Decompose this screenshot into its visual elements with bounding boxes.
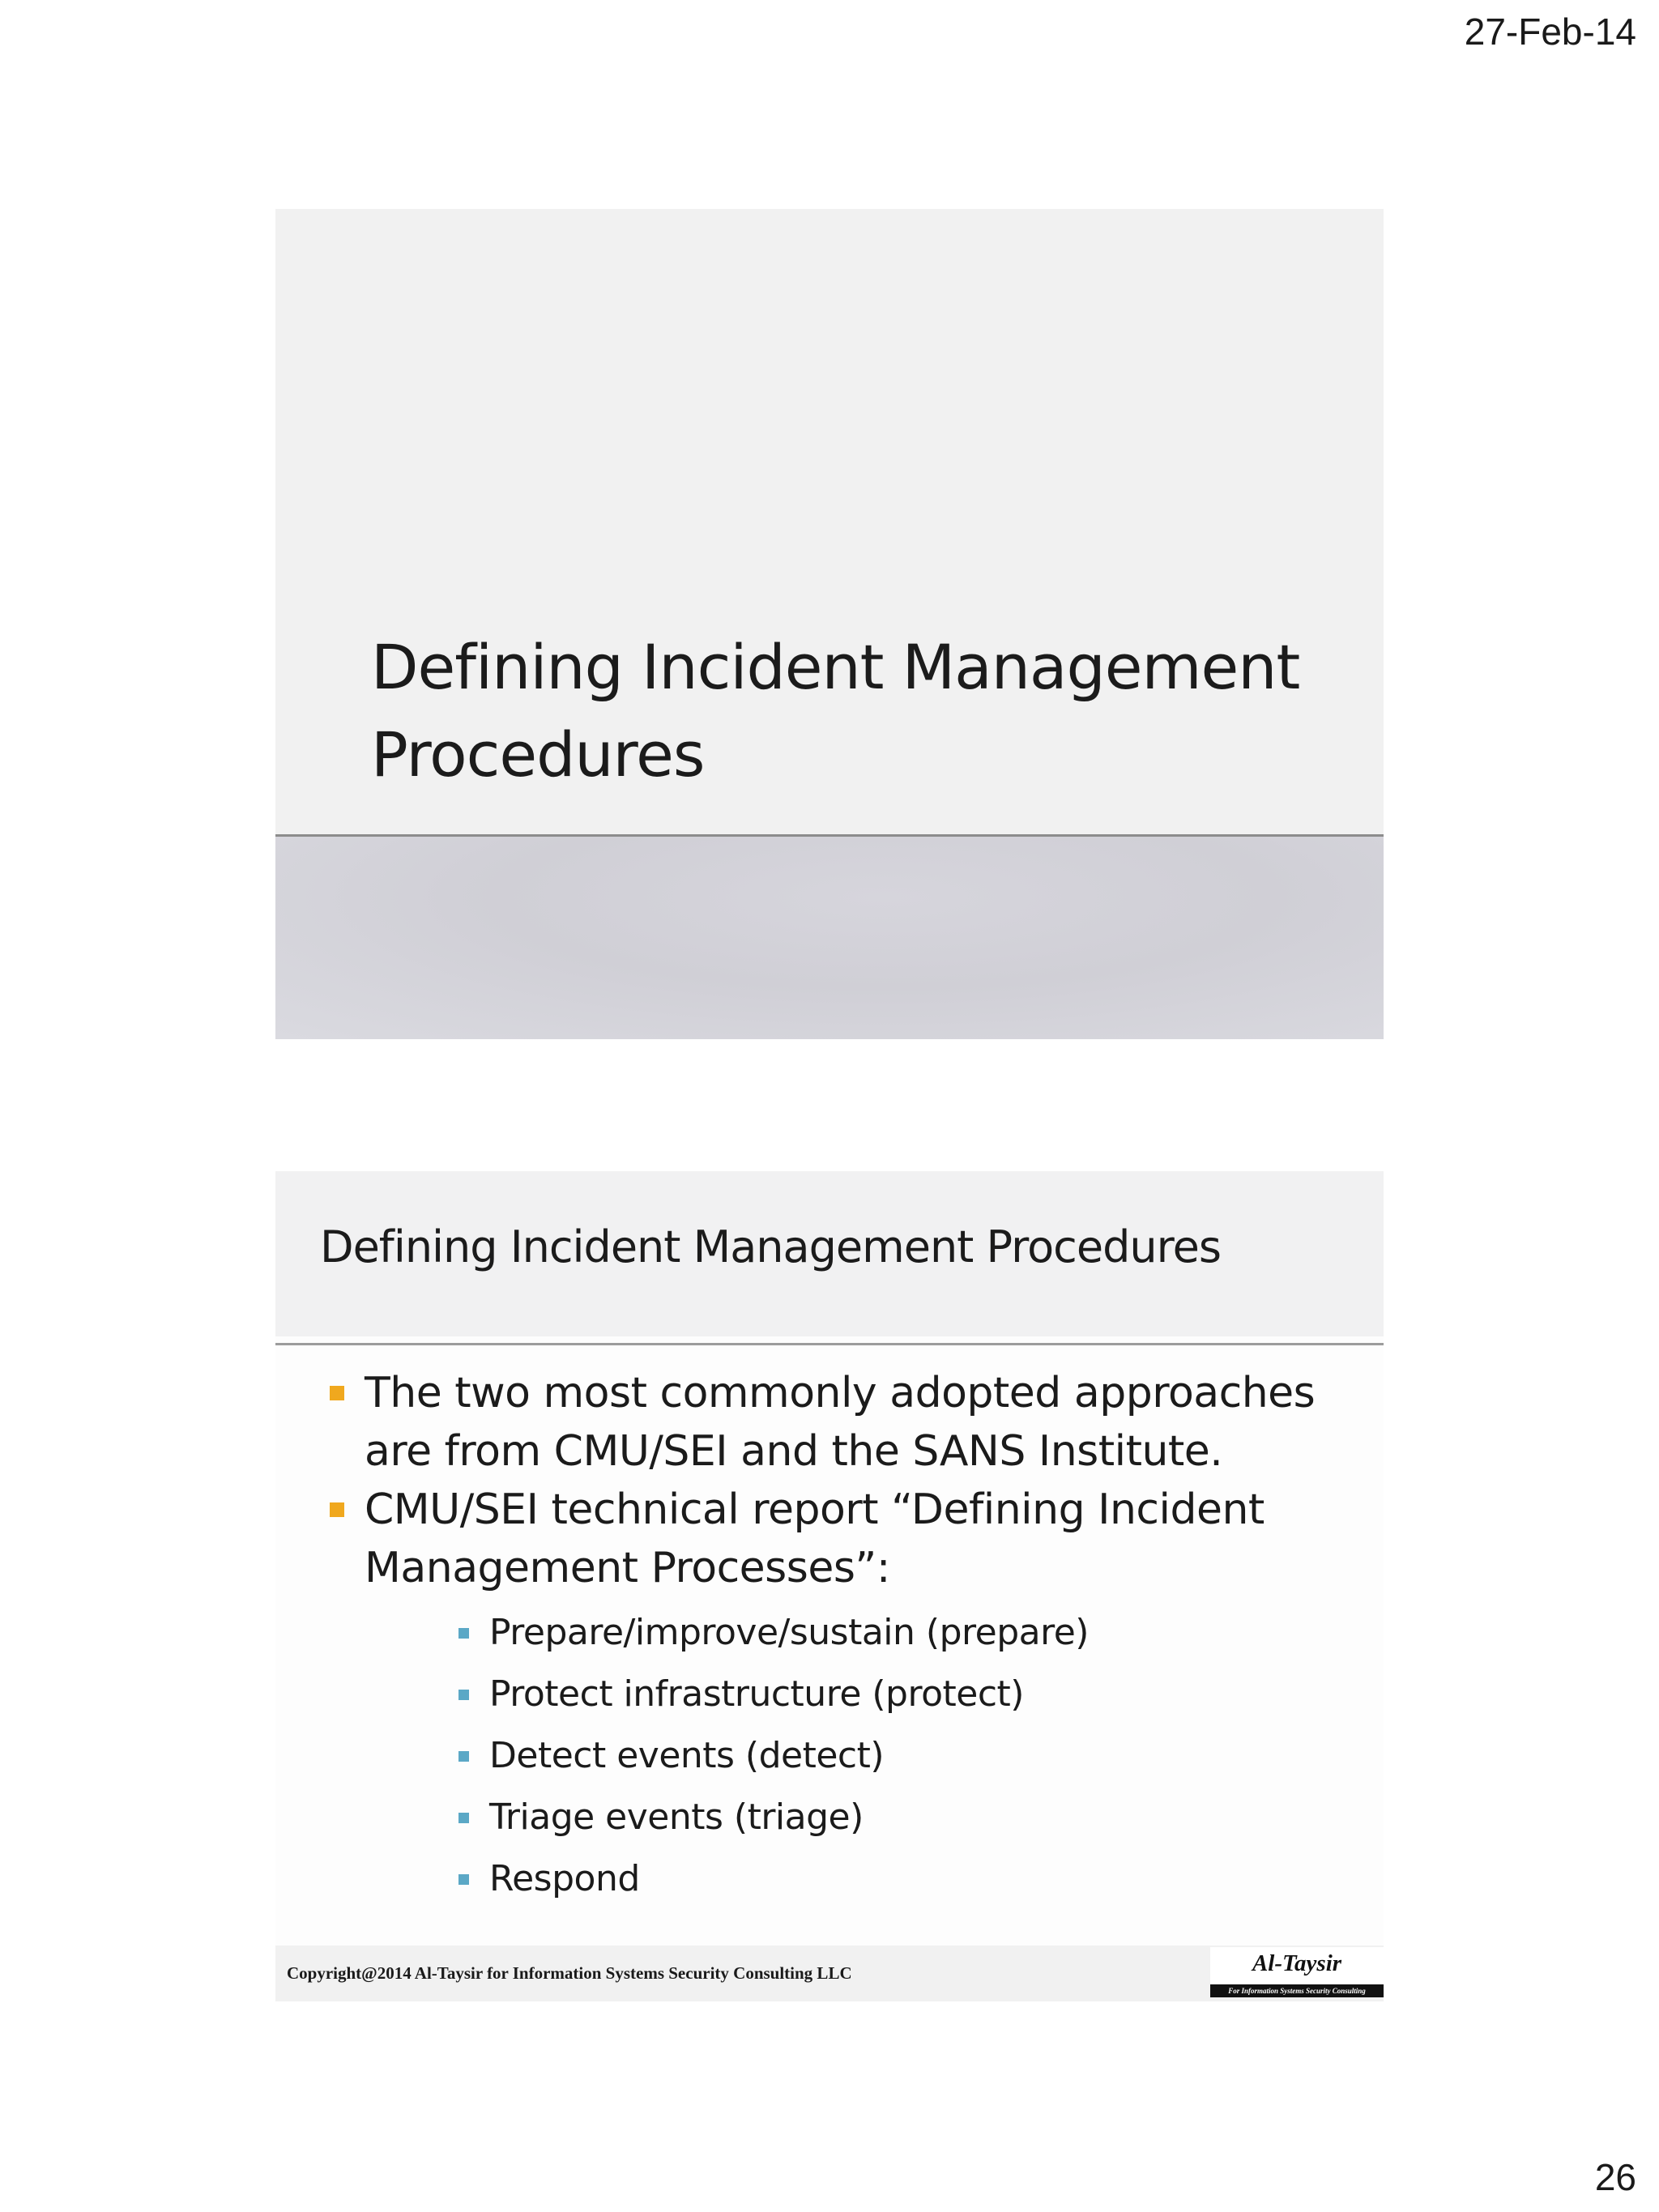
square-sub-bullet-icon [458, 1874, 469, 1885]
logo-tagline: For Information Systems Security Consulting [1210, 1984, 1384, 1997]
sub-bullet-list [365, 1602, 1335, 1910]
bullet-text-line: Management Processes”: [365, 1544, 890, 1592]
page-number: 26 [1594, 2156, 1636, 2198]
sub-bullet-item [365, 1664, 1335, 1725]
page-date: 27-Feb-14 [1464, 11, 1636, 53]
slide-title: Defining Incident Management Procedures [320, 1221, 1221, 1272]
decorative-band [275, 837, 1384, 1039]
logo-name: Al-Taysir [1252, 1950, 1342, 1976]
sub-bullet-text: Triage events (triage) [489, 1796, 864, 1838]
content-slide [275, 1171, 1384, 2001]
company-logo [1210, 1947, 1384, 1997]
sub-bullet-item [365, 1602, 1335, 1664]
slide-title-line: Defining Incident Management [371, 631, 1300, 703]
header-divider [275, 1343, 1384, 1345]
sub-bullet-item [365, 1787, 1335, 1848]
sub-bullet-item [365, 1848, 1335, 1910]
square-sub-bullet-icon [458, 1751, 469, 1762]
slide-title-line: Procedures [371, 718, 705, 791]
square-sub-bullet-icon [458, 1628, 469, 1639]
bullet-item [275, 1481, 1384, 1910]
bullet-item [275, 1364, 1384, 1481]
slide-title [371, 624, 1343, 799]
bullet-text-line: are from CMU/SEI and the SANS Institute. [365, 1427, 1223, 1476]
square-sub-bullet-icon [458, 1690, 469, 1700]
section-title-slide [275, 209, 1384, 1039]
bullet-text-line: The two most commonly adopted approaches [365, 1369, 1316, 1417]
bullet-text-line: CMU/SEI technical report “Defining Incident [365, 1485, 1265, 1534]
sub-bullet-text: Protect infrastructure (protect) [489, 1673, 1024, 1715]
sub-bullet-text: Prepare/improve/sustain (prepare) [489, 1612, 1089, 1653]
slide-footer [275, 1946, 1384, 2001]
square-bullet-icon [330, 1386, 344, 1400]
square-sub-bullet-icon [458, 1813, 469, 1823]
sub-bullet-item [365, 1725, 1335, 1787]
square-bullet-icon [330, 1502, 344, 1517]
bullet-list [275, 1364, 1384, 1910]
sub-bullet-text: Detect events (detect) [489, 1735, 885, 1776]
slide-header [275, 1171, 1384, 1336]
sub-bullet-text: Respond [489, 1858, 640, 1899]
copyright-notice: Copyright@2014 Al-Taysir for Information Systems Security Consulting LLC [287, 1963, 852, 1983]
